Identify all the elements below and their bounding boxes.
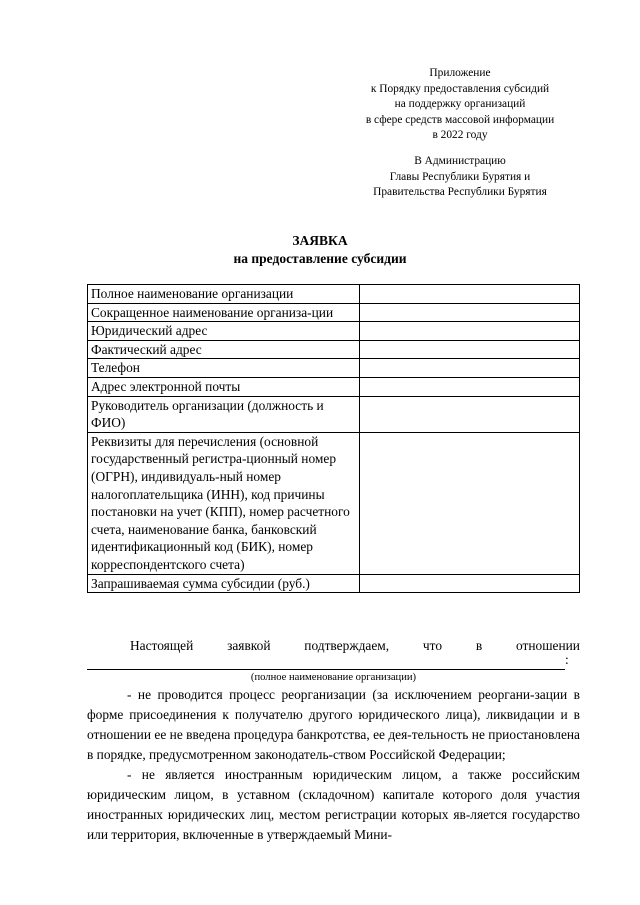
field-label: Юридический адрес [88, 322, 360, 341]
field-value[interactable] [360, 322, 580, 341]
confirmation-word: отношении [515, 638, 580, 653]
application-form-table [87, 284, 580, 593]
table-row [88, 574, 580, 593]
field-value[interactable] [360, 285, 580, 304]
confirmation-word: подтверждаем, [304, 638, 390, 653]
field-value[interactable] [360, 359, 580, 378]
table-row [88, 396, 580, 432]
field-label: Адрес электронной почты [88, 377, 360, 396]
field-label: Руководитель организации (должность и ФИО) [88, 396, 360, 432]
field-label: Полное наименование организации [88, 285, 360, 304]
field-value[interactable] [360, 432, 580, 574]
addressee-line: Правительства Республики Бурятия [373, 186, 547, 199]
appendix-line: к Порядку предоставления субсидий [370, 82, 550, 95]
document-title [0, 232, 640, 268]
field-value[interactable] [360, 340, 580, 359]
field-label: Реквизиты для перечисления (основной государственный регистра-ционный номер (ОГРН), индивидуаль-ный номер налогоплательщика (ИНН), код причины постановки на учет (КПП), номер расчетного счета, наименование банка, банковский идентификационный код (БИК), номер корреспондентского счета) [88, 432, 360, 574]
blank-caption: (полное наименование организации) [250, 672, 417, 683]
table-row [88, 303, 580, 322]
table-row [88, 322, 580, 341]
field-label: Телефон [88, 359, 360, 378]
appendix-line: в сфере средств массовой информации [365, 113, 555, 126]
field-label: Фактический адрес [88, 340, 360, 359]
field-label: Сокращенное наименование организа-ции [88, 303, 360, 322]
appendix-header [340, 66, 580, 144]
field-value[interactable] [360, 396, 580, 432]
table-row [88, 340, 580, 359]
field-value[interactable] [360, 303, 580, 322]
paragraph: - не является иностранным юридическим лицом, а также российским юридическим лицом, в уставном (складочном) капитале которого доля участия иностранных юридических лиц, местом регистрации которых яв-ляется государство или территория, включенные в утверждаемый Мини- [87, 767, 580, 842]
confirmation-word: заявкой [227, 638, 271, 653]
paragraph: - не проводится процесс реорганизации (за исключением реоргани-зации в форме присоединения к получателю другого юридического лица), ликвидации и в отношении ее не введена процедура банкротства, ее дея-тельность не приостановлена в порядке, предусмотренном законодатель-ством Российской Федерации; [87, 687, 580, 762]
title-sub: на предоставление субсидии [233, 251, 407, 266]
table-row [88, 285, 580, 304]
appendix-line: в 2022 году [432, 129, 488, 142]
addressee-line: Главы Республики Бурятия и [389, 170, 531, 183]
addressee-block [340, 154, 580, 201]
appendix-line: Приложение [429, 67, 491, 79]
confirmation-line [87, 637, 580, 655]
addressee-line: В Администрацию [414, 155, 506, 167]
confirmation-word: что [422, 638, 443, 653]
blank-colon: : [565, 652, 569, 667]
table-row [88, 359, 580, 378]
confirmation-statement [87, 637, 580, 655]
organization-name-blank[interactable] [87, 655, 565, 670]
field-label: Запрашиваемая сумма субсидии (руб.) [88, 574, 360, 593]
field-value[interactable] [360, 574, 580, 593]
title-main: ЗАЯВКА [292, 233, 348, 248]
table-row [88, 377, 580, 396]
appendix-line: на поддержку организаций [394, 98, 526, 111]
confirmation-word: в [475, 638, 483, 653]
body-text [87, 685, 580, 845]
field-value[interactable] [360, 377, 580, 396]
table-row [88, 432, 580, 574]
confirmation-word: Настоящей [130, 638, 194, 653]
